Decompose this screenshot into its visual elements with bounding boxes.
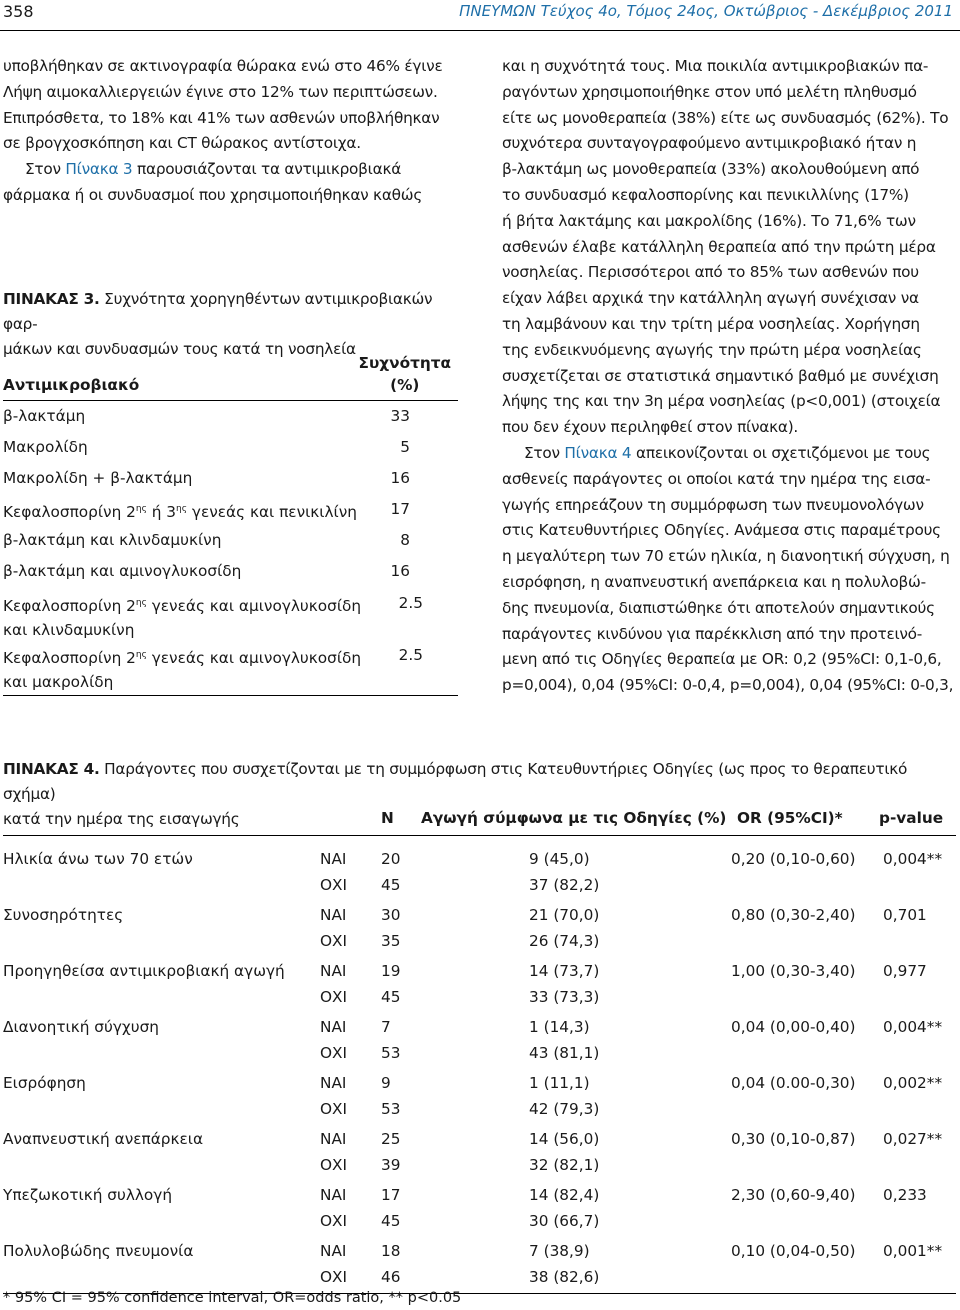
pct-value: 32 (82,1): [529, 1156, 600, 1174]
p-value: 0,977: [883, 962, 927, 980]
pct-value: 14 (82,4): [529, 1186, 600, 1204]
text-line: τη λαμβάνουν και την τρίτη μέρα νοσηλείας. Χορήγηση: [502, 314, 920, 333]
p-value: 0,001**: [883, 1242, 943, 1260]
yes-label: ΝΑΙ: [320, 1130, 347, 1148]
n-value: 45: [381, 988, 401, 1006]
pct-value: 14 (56,0): [529, 1130, 600, 1148]
table-row: [3, 929, 956, 954]
factor-label: Αναπνευστική ανεπάρκεια: [3, 1130, 204, 1148]
pct-value: 38 (82,6): [529, 1268, 600, 1286]
n-value: 30: [381, 906, 401, 924]
table-row: [3, 1209, 956, 1234]
yes-label: ΝΑΙ: [320, 962, 347, 980]
n-value: 45: [381, 1212, 401, 1230]
p-value: 0,233: [883, 1186, 927, 1204]
text-line: Λήψη αιμοκαλλιεργειών έγινε στο 12% των περιπτώσεων.: [3, 82, 438, 101]
factor-label: Εισρόφηση: [3, 1074, 86, 1092]
pct-value: 30 (66,7): [529, 1212, 600, 1230]
or-value: 0,80 (0,30-2,40): [731, 906, 856, 924]
table3: [3, 350, 458, 696]
or-value: 0,04 (0,00-0,40): [731, 1018, 856, 1036]
table-row: β-λακτάμη και αμινογλυκοσίδη 16: [3, 562, 410, 580]
n-value: 19: [381, 962, 401, 980]
text-line: φάρμακα ή οι συνδυασμοί που χρησιμοποιήθηκαν καθώς: [3, 185, 423, 204]
p-value: 0,004**: [883, 850, 943, 868]
pct-value: 9 (45,0): [529, 850, 590, 868]
text-line: γωγής επηρεάζουν τη συμμόρφωση των πνευμονολόγων: [502, 495, 924, 514]
table4-footnote: * 95% CI = 95% confidence interval, OR=odds ratio, ** p<0.05: [3, 1290, 462, 1306]
text-line: p=0,004), 0,04 (95%CI: 0-0,4, p=0,004), 0,04 (95%CI: 0-0,3,: [502, 676, 954, 695]
pct-value: 7 (38,9): [529, 1242, 590, 1260]
pct-value: 37 (82,2): [529, 876, 600, 894]
no-label: ΟΧΙ: [320, 876, 348, 894]
factor-label: Ηλικία άνω των 70 ετών: [3, 850, 193, 868]
yes-label: ΝΑΙ: [320, 1018, 347, 1036]
table3-col-value: Συχνότητα (%): [358, 354, 451, 394]
header-rule: [0, 30, 960, 31]
table-row: [3, 1125, 956, 1153]
factor-label: Διανοητική σύγχυση: [3, 1018, 159, 1036]
table-row: [3, 1237, 956, 1265]
text-line: νοσηλείας. Περισσότεροι από το 85% των ασθενών που: [502, 263, 919, 282]
no-label: ΟΧΙ: [320, 1268, 348, 1286]
table-row: [3, 1265, 956, 1290]
n-value: 9: [381, 1074, 391, 1092]
text-line: εισρόφηση, η αναπνευστική ανεπάρκεια και η πολυλοβώ-: [502, 572, 926, 591]
table-row: [3, 1041, 956, 1066]
table-row: [3, 901, 956, 929]
no-label: ΟΧΙ: [320, 988, 348, 1006]
text-line: ραγόντων χρησιμοποιήθηκε στον υπό μελέτη πληθυσμό: [502, 82, 917, 101]
table-row: β-λακτάμη και κλινδαμυκίνη 8: [3, 531, 410, 549]
n-value: 46: [381, 1268, 401, 1286]
no-label: ΟΧΙ: [320, 1212, 348, 1230]
table4-header: [3, 807, 956, 836]
table-row: Κεφαλοσπορίνη $2^{\eta\varsigma}$ ή $3^{\eta\varsigma}$ γενεάς και πενικιλίνη 17: [3, 500, 410, 521]
n-value: 7: [381, 1018, 391, 1036]
factor-label: Συνοσηρότητες: [3, 906, 124, 924]
text-line: που δεν έχουν περιληφθεί στον πίνακα).: [502, 418, 799, 437]
or-value: 0,20 (0,10-0,60): [731, 850, 856, 868]
text-line: στις Κατευθυντήριες Οδηγίες. Ανάμεσα στις παραμέτρους: [502, 521, 941, 540]
text-line: ή βήτα λακτάμης και μακρολίδης (16%). Το 71,6% των: [502, 211, 916, 230]
table4-col-or: OR (95%CI)*: [737, 809, 843, 827]
running-header: ΠΝΕΥΜΩΝ Τεύχος 4ο, Τόμος 24ος, Οκτώβριος - Δεκέμβριος 2011: [459, 2, 953, 20]
n-value: 20: [381, 850, 401, 868]
table-row: [3, 1097, 956, 1122]
table3-header: [3, 350, 458, 401]
n-value: 25: [381, 1130, 401, 1148]
n-value: 17: [381, 1186, 401, 1204]
text-line: ασθενών έλαβε κατάλληλη θεραπεία από την πρώτη μέρα: [502, 237, 936, 256]
right-column: [502, 54, 958, 699]
text-line: σε βρογχοσκόπηση και CT θώρακος αντίστοιχα.: [3, 134, 361, 153]
n-value: 45: [381, 876, 401, 894]
text-line: και η συχνότητά τους. Μια ποικιλία αντιμικροβιακών πα-: [502, 57, 929, 75]
table-row: β-λακτάμη 33: [3, 407, 410, 425]
pct-value: 21 (70,0): [529, 906, 600, 924]
pct-value: 1 (11,1): [529, 1074, 590, 1092]
table-row: Μακρολίδη + β-λακτάμη 16: [3, 469, 410, 487]
text-line: είτε ως μονοθεραπεία (38%) είτε ως συνδυασμός (62%). Το: [502, 108, 949, 127]
table-row: Μακρολίδη 5: [3, 438, 410, 456]
table4-col-n: N: [381, 809, 394, 827]
table4-label: ΠΙΝΑΚΑΣ 4.: [3, 760, 100, 778]
text-line: της ενδεικνυόμενης αγωγής την πρώτη μέρα νοσηλείας: [502, 340, 922, 359]
table-row: [3, 1069, 956, 1097]
yes-label: ΝΑΙ: [320, 906, 347, 924]
or-value: 0,30 (0,10-0,87): [731, 1130, 856, 1148]
table-row: Κεφαλοσπορίνη $2^{\eta\varsigma}$ γενεάς και αμινογλυκοσίδη και κλινδαμυκίνη 2.5: [3, 594, 423, 639]
text-line: είχαν λάβει αρχικά την κατάλληλη αγωγή συνέχισαν να: [502, 289, 919, 308]
table-row: [3, 1181, 956, 1209]
n-value: 53: [381, 1044, 401, 1062]
yes-label: ΝΑΙ: [320, 1242, 347, 1260]
text-line: δης πνευμονία, διαπιστώθηκε ότι αποτελούν σημαντικούς: [502, 598, 935, 617]
n-value: 53: [381, 1100, 401, 1118]
text-line: το συνδυασμό κεφαλοσπορίνης και πενικιλλίνης (17%): [502, 185, 909, 204]
factor-label: Πολυλοβώδης πνευμονία: [3, 1242, 194, 1260]
table4-body: [3, 845, 956, 1290]
yes-label: ΝΑΙ: [320, 1074, 347, 1092]
pct-value: 42 (79,3): [529, 1100, 600, 1118]
n-value: 18: [381, 1242, 401, 1260]
text-line: συχνότερα συνταγογραφούμενο αντιμικροβιακό ήταν η: [502, 134, 917, 153]
p-value: 0,027**: [883, 1130, 943, 1148]
table-row: [3, 845, 956, 873]
table-row: [3, 957, 956, 985]
text-line: Επιπρόσθετα, το 18% και 41% των ασθενών υποβλήθηκαν: [3, 108, 440, 127]
pct-value: 14 (73,7): [529, 962, 600, 980]
table-row: [3, 1153, 956, 1178]
table-reference-link[interactable]: Πίνακα 4: [564, 443, 632, 462]
table-reference-link[interactable]: Πίνακα 3: [65, 160, 133, 179]
text-line: η μεγαλύτερη των 70 ετών ηλικία, η διανοητική σύγχυση, η: [502, 547, 950, 566]
or-value: 0,04 (0.00-0,30): [731, 1074, 856, 1092]
or-value: 0,10 (0,04-0,50): [731, 1242, 856, 1260]
text-line: μενη από τις Οδηγίες θεραπεία με OR: 0,2 (95%CI: 0,1-0,6,: [502, 650, 942, 669]
p-value: 0,004**: [883, 1018, 943, 1036]
factor-label: Υπεζωκοτική συλλογή: [3, 1186, 173, 1204]
table4-col-p: p-value: [879, 809, 944, 827]
pct-value: 1 (14,3): [529, 1018, 590, 1036]
yes-label: ΝΑΙ: [320, 1186, 347, 1204]
pct-value: 43 (81,1): [529, 1044, 600, 1062]
table3-label: ΠΙΝΑΚΑΣ 3.: [3, 290, 100, 308]
text-line: παράγοντες κινδύνου για παρέκκλιση από την προτεινό-: [502, 624, 923, 643]
text-line: συσχετίζεται σε στατιστικά σημαντικό βαθμό με συνέχιση: [502, 366, 939, 385]
no-label: ΟΧΙ: [320, 1100, 348, 1118]
table-row: Κεφαλοσπορίνη $2^{\eta\varsigma}$ γενεάς και αμινογλυκοσίδη και μακρολίδη 2.5: [3, 646, 423, 691]
text-line: λήψης της και την 3η μέρα νοσηλείας (p<0,001) (στοιχεία: [502, 392, 941, 411]
table4-col-pct: Αγωγή σύμφωνα με τις Οδηγίες (%): [421, 809, 727, 827]
text-line: Στον Πίνακα 3 παρουσιάζονται τα αντιμικροβιακά: [25, 160, 402, 179]
table3-col-name: Αντιμικροβιακό: [3, 376, 140, 394]
table3-caption: ΠΙΝΑΚΑΣ 3. Συχνότητα χορηγηθέντων αντιμικροβιακών φαρ- μάκων και συνδυασμών τους κατά τη νοσηλεία: [3, 290, 433, 358]
table-row: [3, 985, 956, 1010]
yes-label: ΝΑΙ: [320, 850, 347, 868]
or-value: 1,00 (0,30-3,40): [731, 962, 856, 980]
n-value: 39: [381, 1156, 401, 1174]
p-value: 0,002**: [883, 1074, 943, 1092]
or-value: 2,30 (0,60-9,40): [731, 1186, 856, 1204]
factor-label: Προηγηθείσα αντιμικροβιακή αγωγή: [3, 962, 285, 980]
text-line: ασθενείς παράγοντες οι οποίοι κατά την ημέρα της εισα-: [502, 469, 931, 488]
pct-value: 33 (73,3): [529, 988, 600, 1006]
text-line: Στον Πίνακα 4 απεικονίζονται οι σχετιζόμενοι με τους: [524, 443, 931, 462]
text-line: υποβλήθηκαν σε ακτινογραφία θώρακα ενώ στο 46% έγινε: [3, 57, 443, 75]
n-value: 35: [381, 932, 401, 950]
table4: [3, 807, 956, 1294]
text-line: β-λακτάμη ως μονοθεραπεία (33%) ακολουθούμενη από: [502, 160, 920, 179]
table-row: [3, 1013, 956, 1041]
no-label: ΟΧΙ: [320, 1044, 348, 1062]
left-column: [3, 54, 459, 209]
no-label: ΟΧΙ: [320, 1156, 348, 1174]
pct-value: 26 (74,3): [529, 932, 600, 950]
table-row: [3, 873, 956, 898]
table4-caption: ΠΙΝΑΚΑΣ 4. Παράγοντες που συσχετίζονται με τη συμμόρφωση στις Κατευθυντήριες Οδηγίες (ως προς το θεραπευτικό σχήμα) κατά την ημέρα της εισαγωγής: [3, 760, 908, 828]
page-number: 358: [3, 2, 34, 21]
p-value: 0,701: [883, 906, 927, 924]
no-label: ΟΧΙ: [320, 932, 348, 950]
